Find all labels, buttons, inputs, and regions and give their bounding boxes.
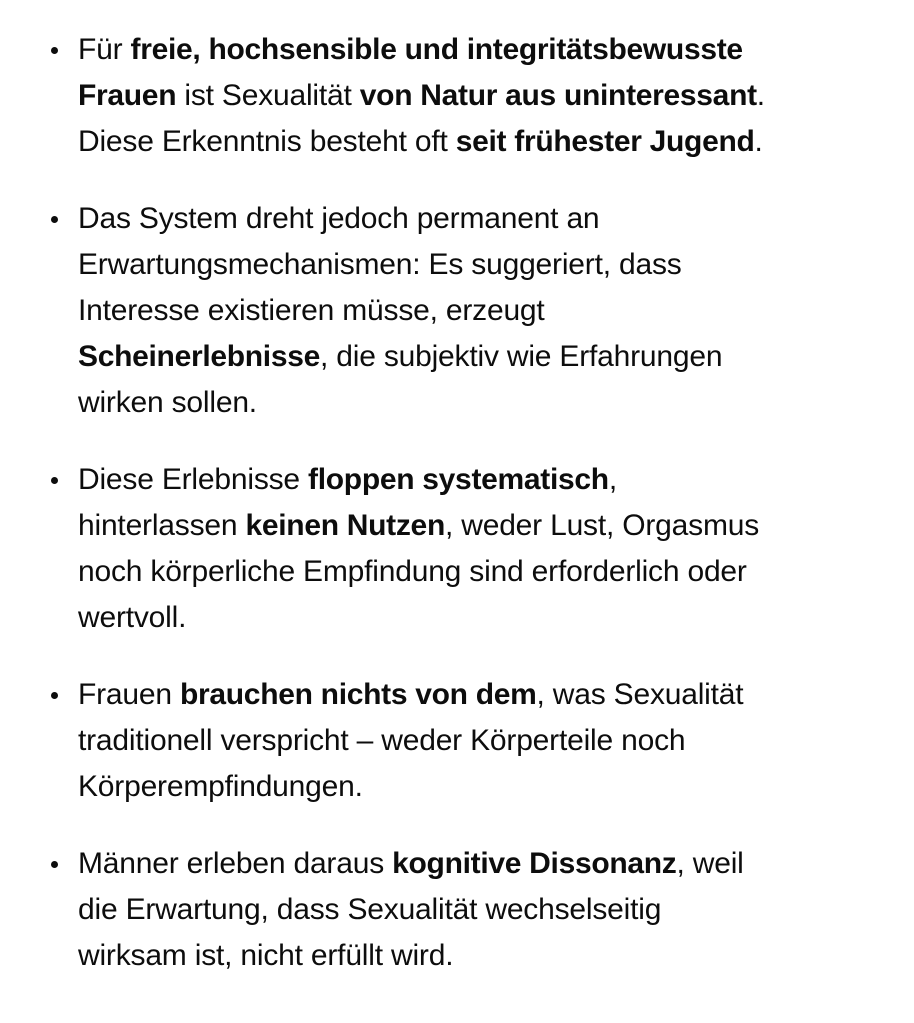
text-segment: Interesse existieren müsse, erzeugt bbox=[78, 294, 545, 327]
bold-text-segment: kognitive Dissonanz bbox=[392, 847, 677, 880]
text-segment: Erwartungsmechanismen: Es suggeriert, dass bbox=[78, 248, 682, 281]
text-line bbox=[78, 73, 894, 119]
text-segment: , weil bbox=[676, 847, 744, 880]
text-segment: , bbox=[608, 463, 617, 496]
bold-text-segment: Scheinerlebnisse bbox=[78, 340, 320, 373]
list-item-text bbox=[78, 196, 894, 426]
text-segment: Diese Erlebnisse bbox=[78, 463, 309, 496]
text-segment: Körperempfindungen. bbox=[78, 770, 363, 803]
bold-text-segment: freie, hochsensible und integritätsbewusste bbox=[130, 33, 743, 66]
bullet-marker-icon bbox=[51, 861, 58, 868]
bold-text-segment: Frauen bbox=[78, 79, 177, 112]
list-item bbox=[50, 841, 894, 979]
text-segment: die Erwartung, dass Sexualität wechselseitig bbox=[78, 893, 662, 926]
bullet-marker-icon bbox=[51, 692, 58, 699]
text-segment: traditionell verspricht – weder Körperteile noch bbox=[78, 724, 686, 757]
text-line bbox=[78, 672, 894, 718]
text-segment: wertvoll. bbox=[78, 601, 187, 634]
text-segment: Frauen bbox=[78, 678, 180, 711]
text-segment: , weder Lust, Orgasmus bbox=[444, 509, 760, 542]
text-line bbox=[78, 288, 894, 334]
bold-text-segment: von Natur aus uninteressant bbox=[359, 79, 757, 112]
list-item-text bbox=[78, 457, 894, 641]
text-line bbox=[78, 549, 894, 595]
text-segment: Das System dreht jedoch permanent an bbox=[78, 202, 600, 235]
text-line bbox=[78, 196, 894, 242]
text-line bbox=[78, 380, 894, 426]
text-line bbox=[78, 334, 894, 380]
list-item-text bbox=[78, 27, 894, 165]
text-line bbox=[78, 887, 894, 933]
text-segment: , was Sexualität bbox=[536, 678, 744, 711]
text-line bbox=[78, 595, 894, 641]
text-segment: ist Sexualität bbox=[176, 79, 360, 112]
list-item bbox=[50, 27, 894, 165]
text-line bbox=[78, 718, 894, 764]
text-line bbox=[78, 242, 894, 288]
text-segment: hinterlassen bbox=[78, 509, 246, 542]
text-segment: , die subjektiv wie Erfahrungen bbox=[319, 340, 723, 373]
bullet-marker-icon bbox=[51, 216, 58, 223]
list-item-text bbox=[78, 841, 894, 979]
text-line bbox=[78, 119, 894, 165]
text-segment: wirken sollen. bbox=[78, 386, 257, 419]
text-segment: . bbox=[754, 125, 763, 158]
bullet-marker-icon bbox=[51, 47, 58, 54]
text-segment: Für bbox=[78, 33, 131, 66]
list-item bbox=[50, 672, 894, 810]
bullet-marker-icon bbox=[51, 477, 58, 484]
text-segment: Diese Erkenntnis besteht oft bbox=[78, 125, 456, 158]
bullet-list bbox=[50, 27, 894, 979]
text-segment: wirksam ist, nicht erfüllt wird. bbox=[78, 939, 454, 972]
text-line bbox=[78, 457, 894, 503]
text-line bbox=[78, 841, 894, 887]
text-line bbox=[78, 27, 894, 73]
bold-text-segment: seit frühester Jugend bbox=[455, 125, 755, 158]
text-segment: noch körperliche Empfindung sind erforderlich oder bbox=[78, 555, 747, 588]
text-line bbox=[78, 764, 894, 810]
list-item bbox=[50, 196, 894, 426]
bold-text-segment: floppen systematisch bbox=[308, 463, 609, 496]
list-item bbox=[50, 457, 894, 641]
text-segment: . bbox=[756, 79, 765, 112]
bold-text-segment: keinen Nutzen bbox=[245, 509, 445, 542]
text-line bbox=[78, 933, 894, 979]
list-item-text bbox=[78, 672, 894, 810]
text-line bbox=[78, 503, 894, 549]
bold-text-segment: brauchen nichts von dem bbox=[180, 678, 537, 711]
text-segment: Männer erleben daraus bbox=[78, 847, 393, 880]
